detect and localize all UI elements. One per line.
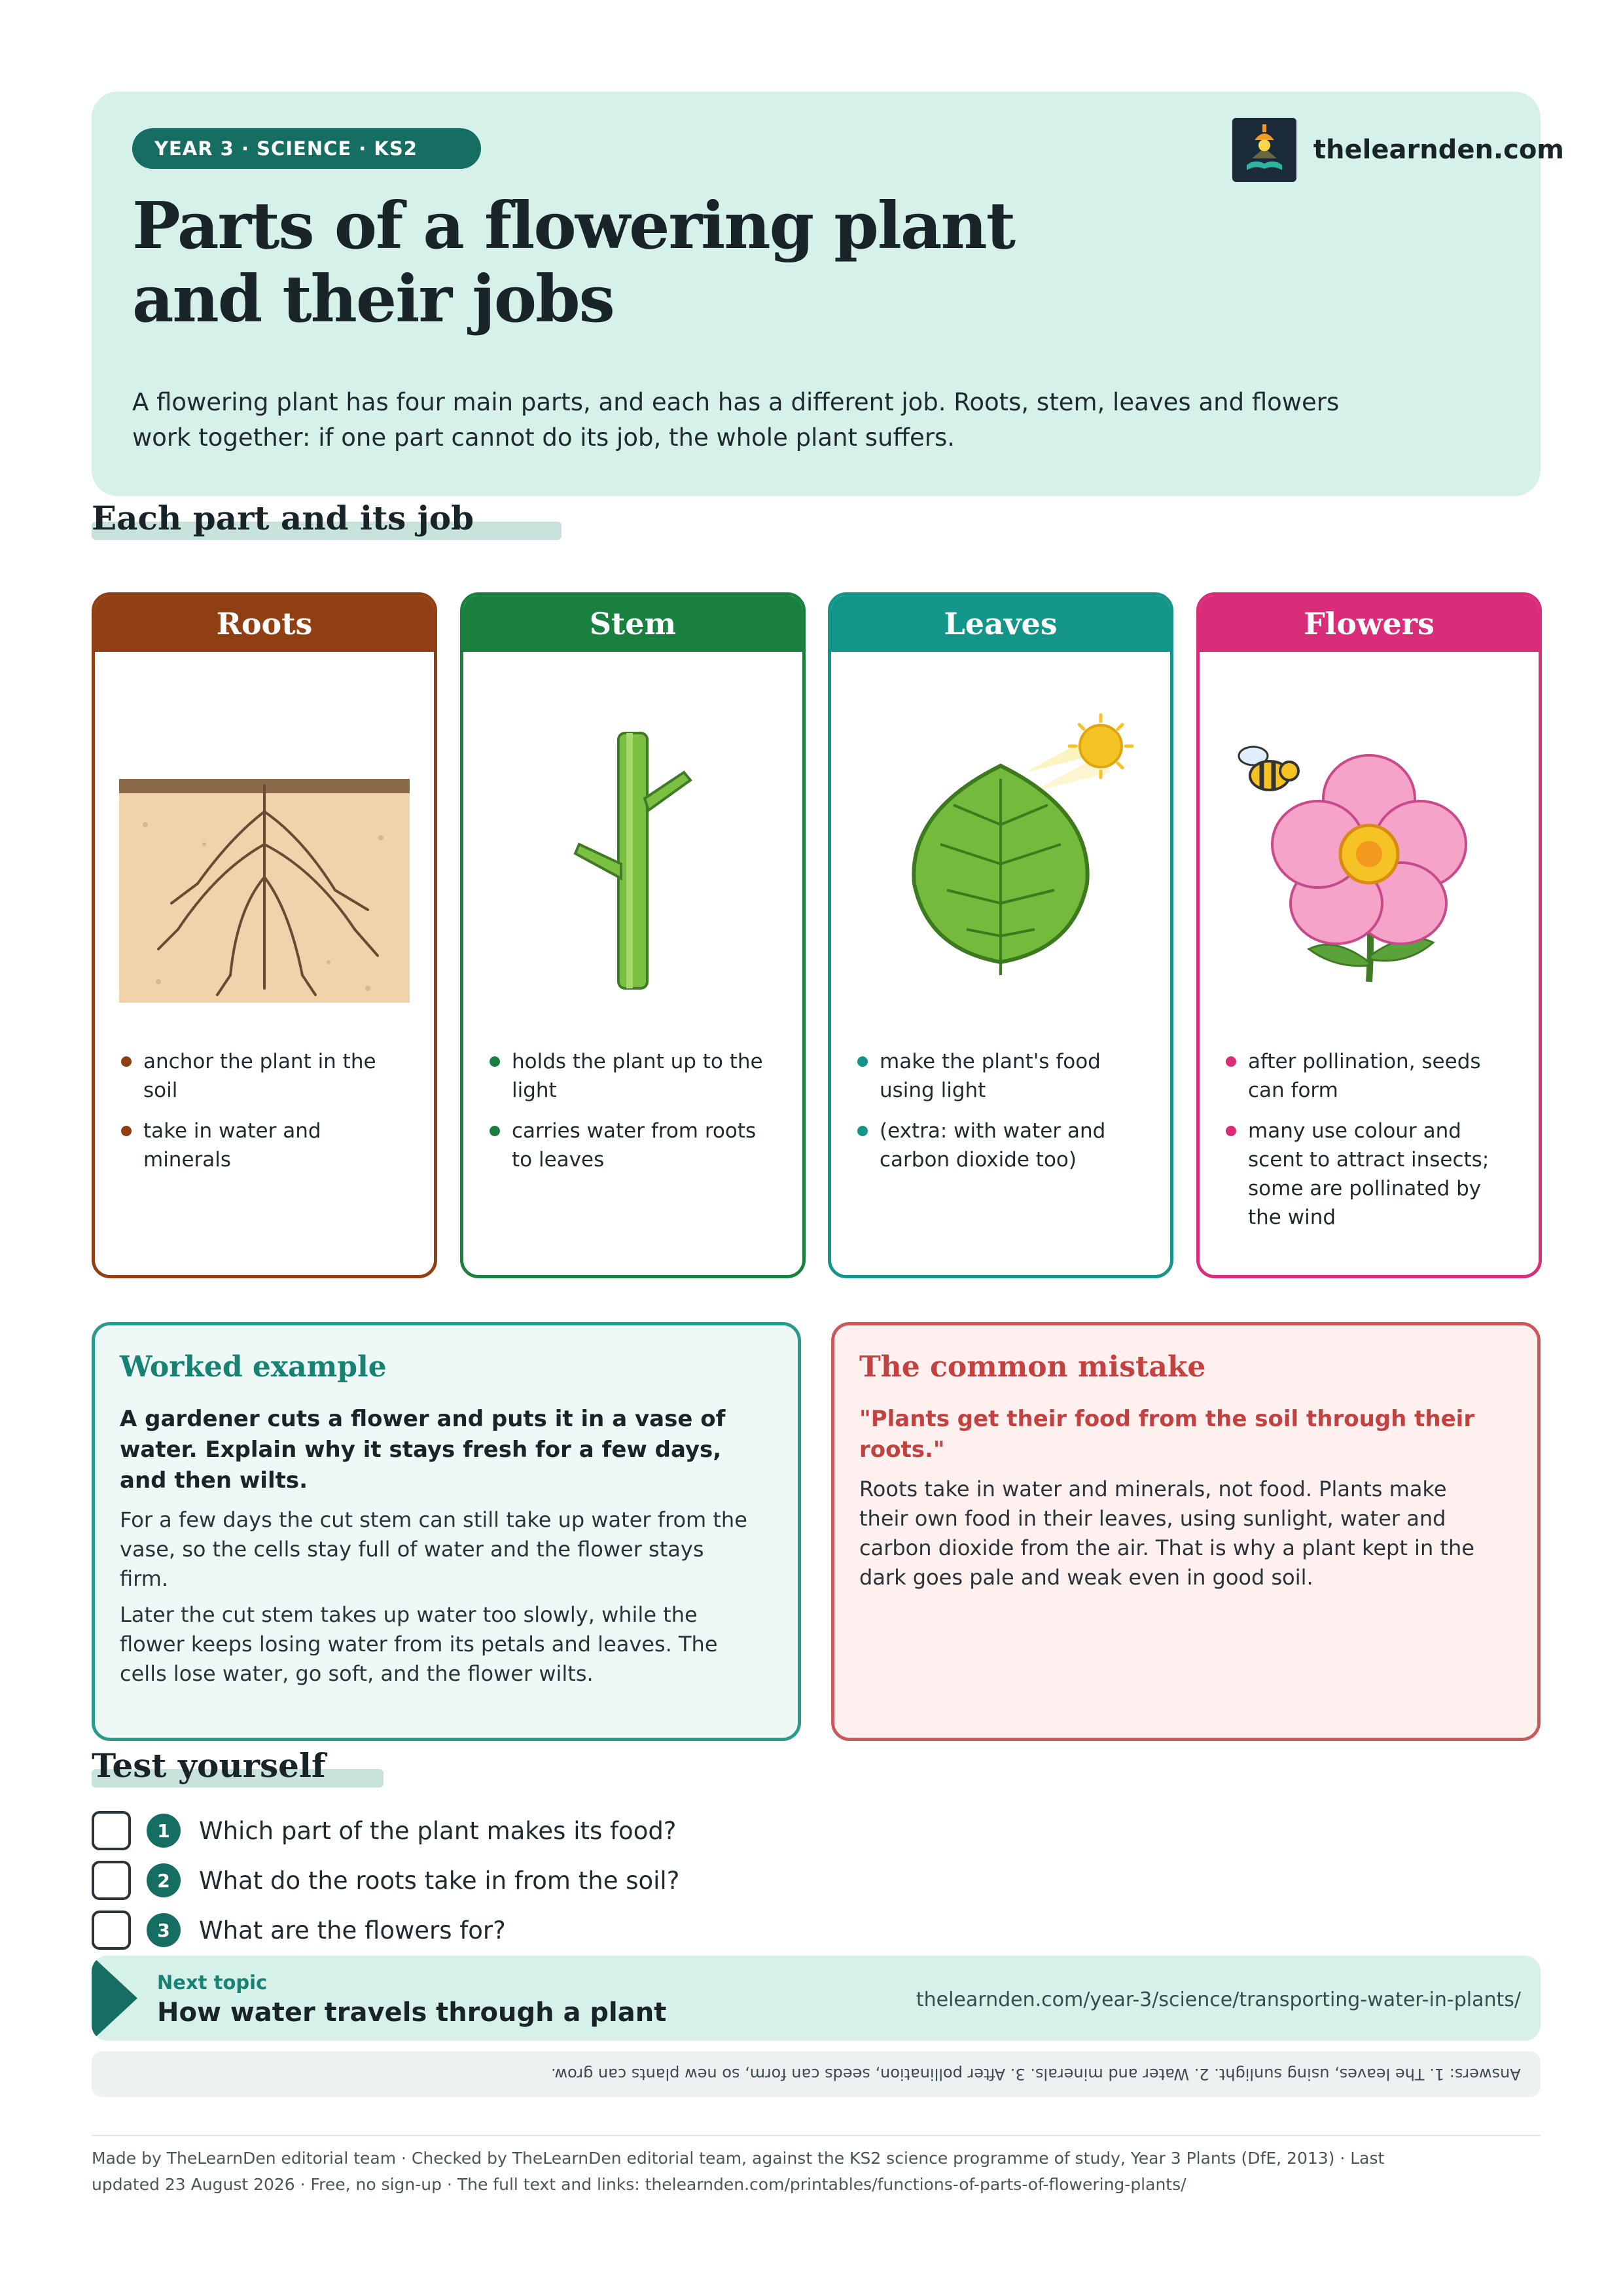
worked-example-question: A gardener cuts a flower and puts it in a vase of water. Explain why it stays fresh for a few days, and then wilts. xyxy=(120,1406,726,1494)
question-number: 3 xyxy=(147,1913,181,1947)
flower-bee-illustration-icon xyxy=(1224,713,1514,1004)
next-topic-label: Next topic xyxy=(157,1971,268,1994)
next-topic-title: How water travels through a plant xyxy=(157,1998,667,2028)
card-leaves xyxy=(828,592,1173,1278)
list-item: make the plant's food using light xyxy=(857,1047,1145,1105)
card-roots-title: Roots xyxy=(95,596,434,652)
footer-credits: Made by TheLearnDen editorial team · Checked by TheLearnDen editorial team, against the KS2 science programme of study, Year 3 Plants (DfE, 2013) · Last updated 23 August 2026 · Free, no sign-up · The full text and links: thelearnden.com/printables/functions-of-parts-of-flowering-plants/ xyxy=(92,2149,1385,2194)
list-item: holds the plant up to the light xyxy=(490,1047,777,1105)
worked-example-answer-1: For a few days the cut stem can still take up water from the vase, so the cells stay full of water and the flower stays firm. xyxy=(120,1507,747,1591)
question-row xyxy=(92,1910,506,1950)
question-text: What are the flowers for? xyxy=(199,1916,506,1945)
leaves-job-list xyxy=(857,1047,1145,1186)
question-row xyxy=(92,1810,676,1851)
list-item: take in water and minerals xyxy=(121,1117,409,1174)
card-flowers-title: Flowers xyxy=(1200,596,1539,652)
lamp-book-logo-icon xyxy=(1232,118,1296,182)
common-mistake-quote: "Plants get their food from the soil through their roots." xyxy=(859,1406,1475,1463)
question-text: What do the roots take in from the soil? xyxy=(199,1866,680,1895)
leaf-sun-illustration-icon xyxy=(855,713,1146,1004)
answer-checkbox[interactable] xyxy=(92,1861,131,1900)
card-leaves-title: Leaves xyxy=(831,596,1170,652)
brand-name: thelearnden.com xyxy=(1313,135,1564,165)
list-item: (extra: with water and carbon dioxide too) xyxy=(857,1117,1145,1174)
subject-tag: YEAR 3 · SCIENCE · KS2 xyxy=(132,128,481,169)
common-mistake-title: The common mistake xyxy=(859,1350,1206,1384)
page-title: Parts of a flowering plant and their jobs xyxy=(132,188,1014,337)
card-stem xyxy=(460,592,806,1278)
answers-strip xyxy=(92,2051,1541,2097)
test-section-heading: Test yourself xyxy=(92,1746,326,1785)
worked-example-title: Worked example xyxy=(120,1350,387,1384)
worked-example-box xyxy=(92,1322,801,1741)
next-topic-link[interactable]: thelearnden.com/year-3/science/transporting-water-in-plants/ xyxy=(916,1988,1521,2011)
card-stem-title: Stem xyxy=(463,596,802,652)
stem-job-list xyxy=(490,1047,777,1186)
question-number: 2 xyxy=(147,1863,181,1897)
header-panel xyxy=(92,92,1564,496)
footer-divider xyxy=(92,2135,1541,2136)
next-topic-banner[interactable] xyxy=(92,1956,1541,2041)
question-text: Which part of the plant makes its food? xyxy=(199,1816,677,1845)
common-mistake-box xyxy=(831,1322,1541,1741)
question-row xyxy=(92,1860,679,1901)
arrow-right-icon xyxy=(92,1956,137,2041)
brand-link[interactable] xyxy=(1232,118,1564,182)
list-item: many use colour and scent to attract insects; some are pollinated by the wind xyxy=(1226,1117,1514,1232)
card-roots xyxy=(92,592,437,1278)
list-item: anchor the plant in the soil xyxy=(121,1047,409,1105)
stem-illustration-icon xyxy=(488,713,778,1004)
list-item: after pollination, seeds can form xyxy=(1226,1047,1514,1105)
flowers-job-list xyxy=(1226,1047,1514,1244)
question-number: 1 xyxy=(147,1814,181,1848)
common-mistake-explanation: Roots take in water and minerals, not food. Plants make their own food in their leaves, using sunlight, water and carbon dioxide from the air. That is why a plant kept in the dark goes pale and weak even in good soil. xyxy=(859,1477,1474,1590)
list-item: carries water from roots to leaves xyxy=(490,1117,777,1174)
worked-example-answer-2: Later the cut stem takes up water too slowly, while the flower keeps losing water from its petals and leaves. The cells lose water, go soft, and the flower wilts. xyxy=(120,1602,718,1686)
intro-text: A flowering plant has four main parts, and each has a different job. Roots, stem, leaves and flowers work together: if one part cannot do its job, the whole plant suffers. xyxy=(132,388,1340,452)
answers-text: Answers: 1. The leaves, using sunlight. 2. Water and minerals. 3. After pollination, seeds can form, so new plants can grow. xyxy=(551,2065,1521,2083)
card-flowers xyxy=(1196,592,1542,1278)
roots-job-list xyxy=(121,1047,409,1186)
answer-checkbox[interactable] xyxy=(92,1910,131,1950)
parts-section-heading: Each part and its job xyxy=(92,499,474,537)
roots-illustration-icon xyxy=(119,713,410,1004)
answer-checkbox[interactable] xyxy=(92,1811,131,1850)
